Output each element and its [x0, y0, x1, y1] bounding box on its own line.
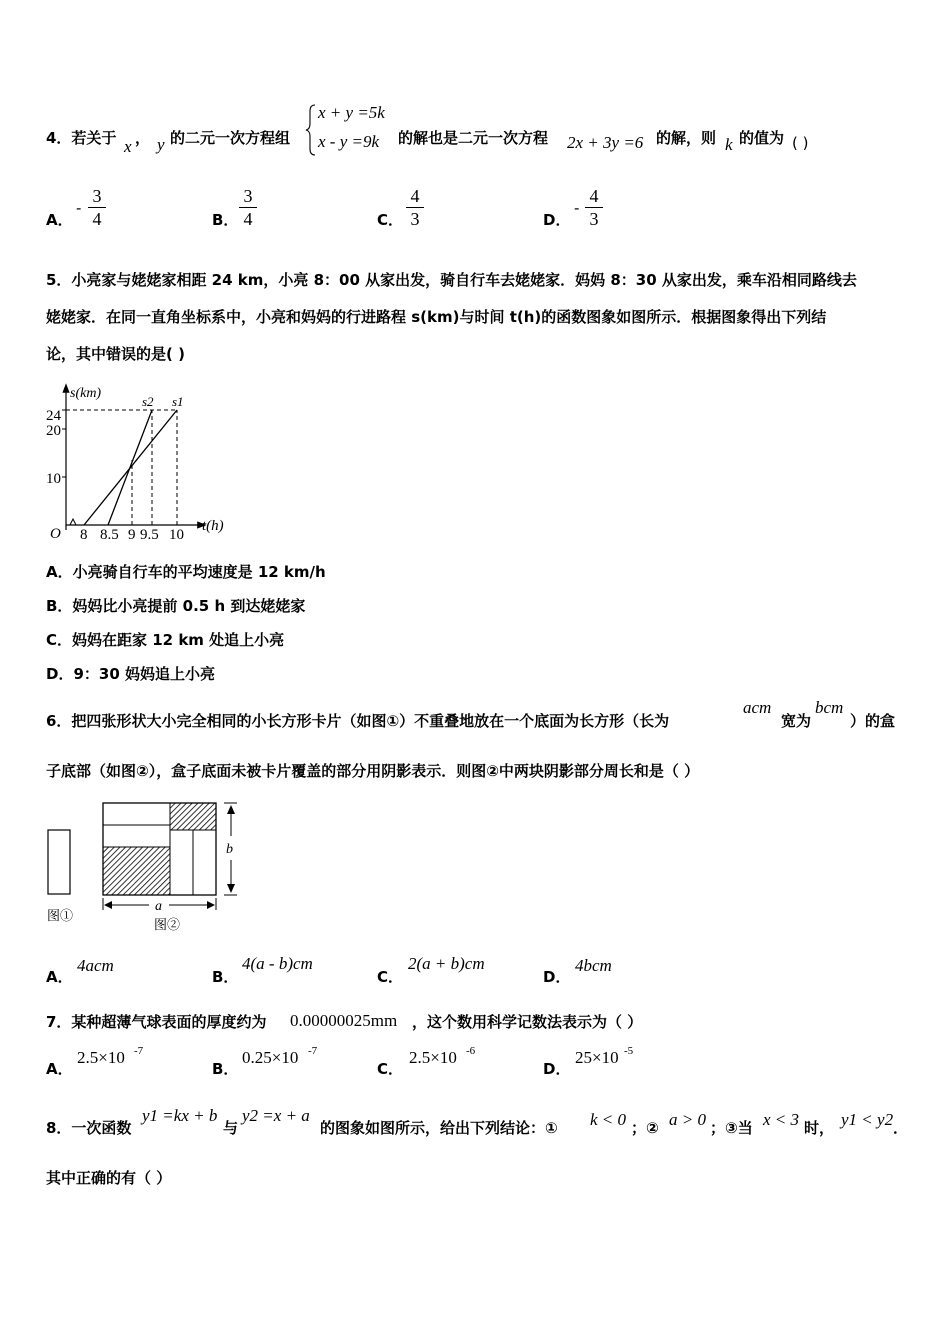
- q7-value: 0.00000025mm: [290, 1011, 398, 1030]
- q7-prefix: 7．某种超薄气球表面的厚度约为: [46, 1013, 267, 1031]
- q7-suffix: ，这个数用科学记数法表示为（ ）: [412, 1013, 643, 1031]
- q4-option-d-sign: -: [574, 199, 580, 217]
- q8-c1: k < 0: [590, 1110, 627, 1129]
- q6-option-d-label: D．: [543, 968, 571, 986]
- q8-y1: y1 =kx + b: [142, 1106, 218, 1125]
- q8-c2: a > 0: [669, 1110, 706, 1129]
- q5-series-s2-label: s2: [142, 394, 154, 409]
- q6-option-b-label: B．: [212, 968, 239, 986]
- q6-option-c-expr: 2(a + b)cm: [408, 954, 485, 973]
- q5-x-tick-8-5: 8.5: [100, 527, 119, 543]
- q4-option-c-label: C．: [377, 211, 404, 229]
- q4-option-a-num: 3: [92, 186, 102, 206]
- q4-middle: 的二元一次方程组: [170, 129, 291, 147]
- q5-x-tick-9-5: 9.5: [140, 527, 159, 543]
- q4-system-brace: [305, 104, 317, 156]
- q7-option-d-base: 25×10: [575, 1048, 619, 1067]
- q4-prefix: 4．若关于: [46, 129, 117, 147]
- q5-x-tick-9: 9: [128, 527, 136, 543]
- q8-line2: 其中正确的有（ ）: [46, 1169, 172, 1187]
- q4-var-k: k: [725, 135, 733, 154]
- q5-y-tick-10: 10: [46, 471, 61, 487]
- q6-bcm: bcm: [815, 698, 844, 717]
- q5-x-tick-8: 8: [80, 527, 88, 543]
- q8-end: ．: [893, 1119, 909, 1137]
- q7-option-a-label: A．: [46, 1060, 73, 1078]
- q4-eq1: x + y =5k: [318, 103, 385, 122]
- q7-option-b-label: B．: [212, 1060, 239, 1078]
- q8-y2: y2 =x + a: [242, 1106, 310, 1125]
- q7-option-d-exp: -5: [624, 1045, 634, 1057]
- q5-y-axis-label: s(km): [70, 386, 102, 401]
- q4-option-a-sign: -: [76, 199, 82, 217]
- q7-option-d-label: D．: [543, 1060, 571, 1078]
- q7-option-a-base: 2.5×10: [77, 1048, 125, 1067]
- q8-middle: 的图象如图所示，给出下列结论：①: [320, 1119, 558, 1137]
- q5-line2: 姥姥家．在同一直角坐标系中，小亮和妈妈的行进路程 s(km)与时间 t(h)的函数图象如图所示．根据图象得出下列结: [46, 308, 827, 326]
- q4-option-a-fraction: [85, 186, 109, 229]
- q8-c3: x < 3: [763, 1110, 800, 1129]
- q4-suffix: 的值为: [739, 129, 785, 147]
- q8-c4: y1 < y2: [841, 1110, 894, 1129]
- q5-series-s1-label: s1: [172, 394, 184, 409]
- q4-option-b-den: 4: [243, 209, 253, 229]
- q6-fig2-a: a: [155, 899, 162, 914]
- q7-option-b-exp: -7: [308, 1045, 318, 1057]
- q4-option-b-num: 3: [243, 186, 253, 206]
- q6-fig1-card: [48, 830, 70, 894]
- q4-after-system: 的解也是二元一次方程: [398, 129, 549, 147]
- q6-option-a-expr: 4acm: [77, 956, 114, 975]
- q4-option-c-fraction: [403, 186, 427, 229]
- q6-line1-b: 宽为: [781, 712, 812, 730]
- q4-var-y: y: [157, 135, 165, 154]
- q5-option-a: A．小亮骑自行车的平均速度是 12 km/h: [46, 563, 326, 581]
- q4-option-d-label: D．: [543, 211, 571, 229]
- q5-series-s2: [108, 410, 152, 525]
- q5-x-axis-label: t(h): [202, 518, 224, 534]
- q8-when: 时，: [804, 1119, 835, 1137]
- q6-fig2-b: b: [226, 842, 233, 857]
- q4-paren: ( ): [792, 134, 809, 152]
- q4-option-c-den: 3: [410, 209, 420, 229]
- q6-option-a-label: A．: [46, 968, 73, 986]
- q5-x-tick-10: 10: [169, 527, 184, 543]
- q6-option-b-expr: 4(a - b)cm: [242, 954, 313, 973]
- q5-line3: 论，其中错误的是( ): [46, 345, 185, 363]
- q5-option-d: D．9：30 妈妈追上小亮: [46, 665, 215, 683]
- q4-option-a-label: A．: [46, 211, 73, 229]
- q5-line1: 5．小亮家与姥姥家相距 24 km，小亮 8：00 从家出发，骑自行车去姥姥家．妈妈 8：30 从家出发，乘车沿相同路线去: [46, 271, 857, 289]
- q6-line1-a: 6．把四张形状大小完全相同的小长方形卡片（如图①）不重叠地放在一个底面为长方形（长为: [46, 712, 670, 730]
- q8-and: 与: [223, 1119, 239, 1137]
- q4-eq3: 2x + 3y =6: [567, 133, 644, 152]
- q4-option-a-den: 4: [92, 209, 102, 229]
- q4-option-d-num: 4: [589, 186, 599, 206]
- q4-option-d-den: 3: [589, 209, 599, 229]
- q7-option-b-base: 0.25×10: [242, 1048, 299, 1067]
- q6-fig1-label: 图①: [47, 908, 74, 923]
- q5-option-b: B．妈妈比小亮提前 0.5 h 到达姥姥家: [46, 597, 306, 615]
- q6-line2: 子底部（如图②），盒子底面未被卡片覆盖的部分用阴影表示．则图②中两块阴影部分周长和是（ ）: [46, 762, 700, 780]
- q4-after-eq3: 的解，则: [656, 129, 717, 147]
- q5-graph: [44, 380, 244, 545]
- q7-option-c-label: C．: [377, 1060, 404, 1078]
- q7-option-a-exp: -7: [134, 1045, 144, 1057]
- q4-option-b-label: B．: [212, 211, 239, 229]
- q6-option-c-label: C．: [377, 968, 404, 986]
- q4-option-b-fraction: [236, 186, 260, 229]
- q6-acm: acm: [743, 698, 772, 717]
- q4-option-d-fraction: [582, 186, 606, 229]
- q8-sep2: ；③当: [710, 1119, 753, 1137]
- q7-option-c-base: 2.5×10: [409, 1048, 457, 1067]
- q4-eq2: x - y =9k: [318, 132, 380, 151]
- q8-prefix: 8．一次函数: [46, 1119, 132, 1137]
- q6-line1-c: ）的盒: [850, 712, 896, 730]
- q6-fig2-label: 图②: [154, 917, 181, 932]
- q7-option-c-exp: -6: [466, 1045, 476, 1057]
- q4-comma: ，: [135, 129, 151, 147]
- q6-option-d-expr: 4bcm: [575, 956, 612, 975]
- q8-sep1: ；②: [631, 1119, 659, 1137]
- q5-option-c: C．妈妈在距家 12 km 处追上小亮: [46, 631, 285, 649]
- q5-y-tick-24: 24: [46, 408, 61, 424]
- q4-option-c-num: 4: [410, 186, 420, 206]
- q4-var-x: x: [124, 137, 132, 156]
- q5-origin-label: O: [50, 526, 61, 542]
- q5-y-tick-20: 20: [46, 423, 61, 439]
- q6-figures: [44, 798, 254, 938]
